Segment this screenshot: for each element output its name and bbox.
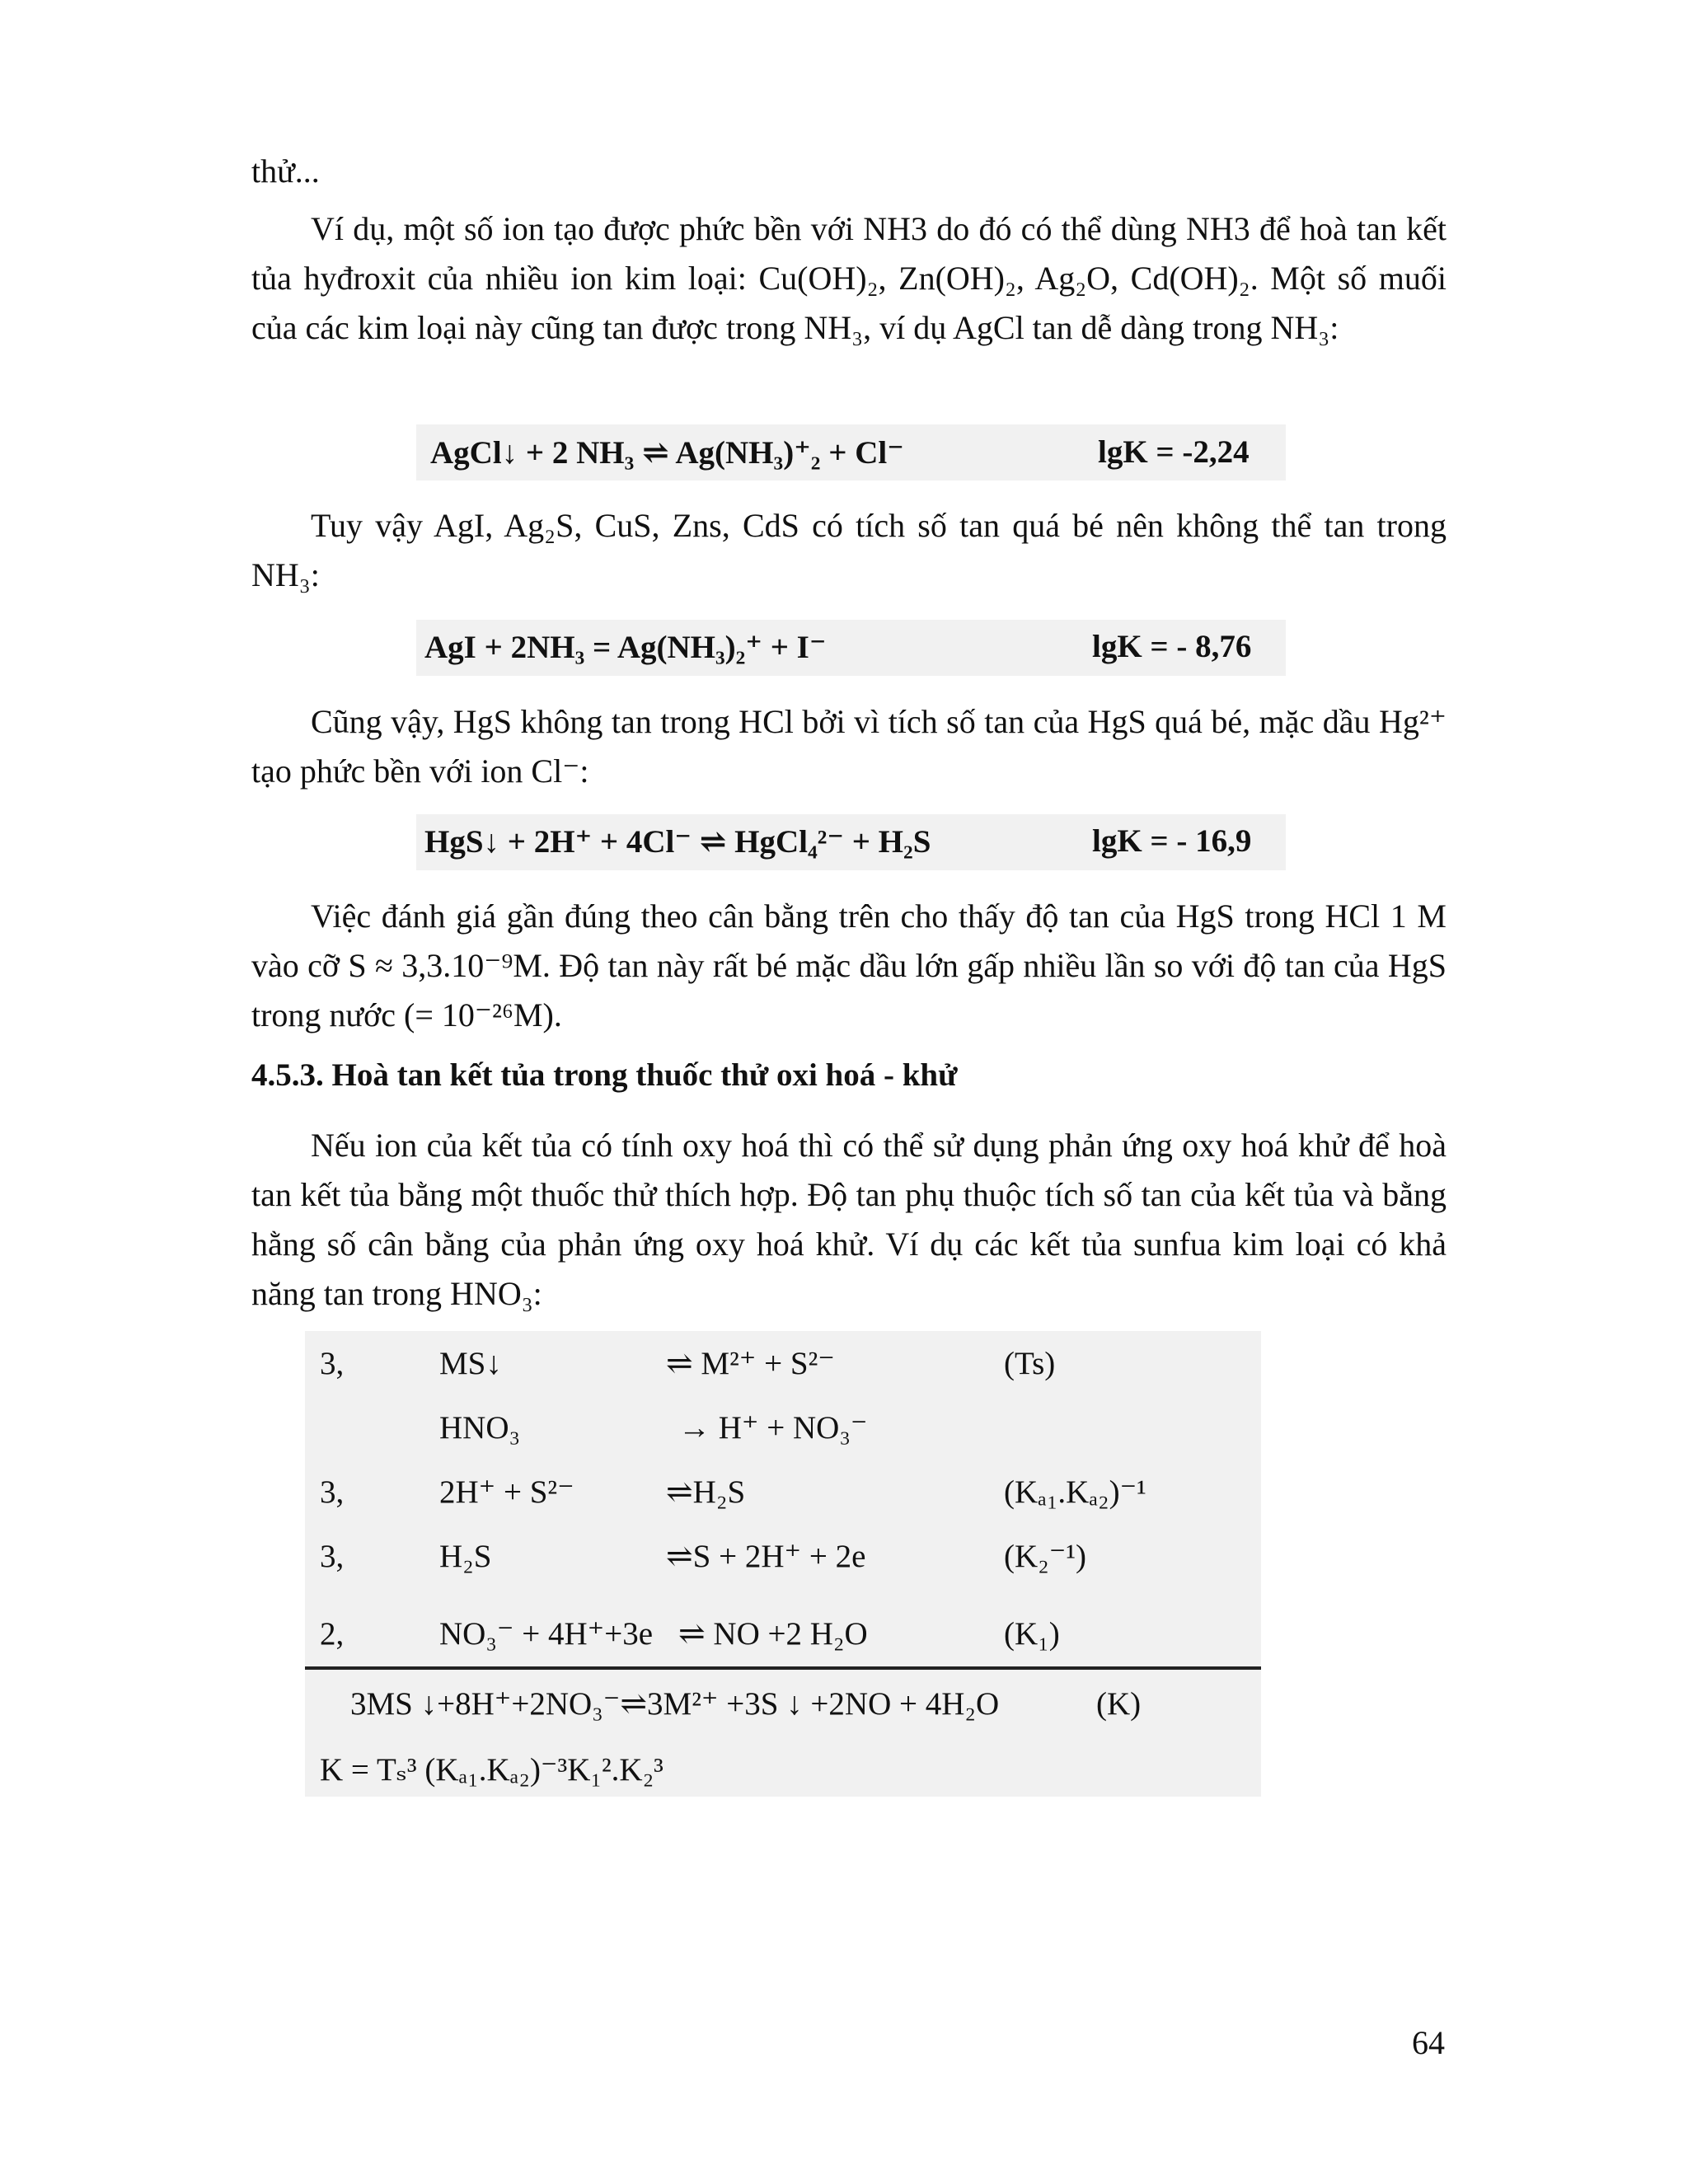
row3-left: 2H⁺ + S²⁻ [439,1474,574,1510]
row5-right: ⇌ NO +2 H₂O [678,1616,868,1652]
paragraph-hgs-hcl: Cũng vậy, HgS không tan trong HCl bởi vì tích số tan của HgS quá bé, mặc dầu Hg²⁺ tạo phức bền với ion Cl⁻: [251,703,1447,790]
row5-coefficient: 2, [320,1616,345,1652]
section-heading: 4.5.3. Hoà tan kết tủa trong thuốc thử oxi hoá - khử [251,1057,958,1093]
row1-constant: (Ts) [1004,1346,1056,1381]
row3-constant: (Kₐ₁.Kₐ₂)⁻¹ [1004,1474,1146,1510]
row1-coefficient: 3, [320,1346,345,1381]
equation-agcl-reaction: AgCl↓ + 2 NH₃ ⇌ Ag(NH₃)⁺₂ + Cl⁻ [430,435,904,471]
row5-left: NO₃⁻ + 4H⁺+3e [439,1616,654,1652]
paragraph-redox-dissolution: Nếu ion của kết tủa có tính oxy hoá thì có thể sử dụng phản ứng oxy hoá khử để hoà tan kết tủa bằng một thuốc thử thích hợp. Độ tan phụ thuộc tích số tan của kết tủa và bằng hằng số cân bằng của phản ứng oxy hoá khử. Ví dụ các kết tủa sunfua kim loại có khả năng tan trong HNO₃: [251,1127,1447,1312]
equation-agi-constant: lgK = - 8,76 [1092,629,1252,664]
paragraph-continuation: thử... [251,152,320,190]
sum-rule [305,1666,1261,1670]
row2-left: HNO₃ [439,1410,521,1446]
row4-right: ⇌S + 2H⁺ + 2e [666,1539,866,1574]
equation-hgs-reaction: HgS↓ + 2H⁺ + 4Cl⁻ ⇌ HgCl₄²⁻ + H₂S [424,824,931,860]
row4-left: H₂S [439,1539,492,1574]
row3-coefficient: 3, [320,1474,345,1510]
equation-hgs-constant: lgK = - 16,9 [1092,823,1252,859]
paragraph-hgs-solubility: Việc đánh giá gần đúng theo cân bằng trên cho thấy độ tan của HgS trong HCl 1 M vào cỡ S ≈ 3,3.10⁻⁹M. Độ tan này rất bé mặc dầu lớn gấp nhiều lần so với độ tan của HgS trong nước (= 10⁻²⁶M). [251,898,1447,1033]
row4-coefficient: 3, [320,1539,345,1574]
equation-agi-reaction: AgI + 2NH₃ = Ag(NH₃)₂⁺ + I⁻ [424,630,827,665]
row4-constant: (K₂⁻¹) [1004,1539,1087,1574]
total-reaction: 3MS ↓+8H⁺+2NO₃⁻⇌3M²⁺ +3S ↓ +2NO + 4H₂O [350,1686,1000,1722]
row1-left: MS↓ [439,1346,502,1381]
row3-right: ⇌H₂S [666,1474,746,1510]
row2-right: → H⁺ + NO₃⁻ [678,1410,868,1446]
paragraph-nh3-complexes: Ví dụ, một số ion tạo được phức bền với NH3 do đó có thể dùng NH3 để hoà tan kết tủa hyđroxit của nhiều ion kim loại: Cu(OH)₂, Zn(OH)₂, Ag₂O, Cd(OH)₂. Một số muối của các kim loại này cũng tan được trong NH₃, ví dụ AgCl tan dễ dàng trong NH₃: [251,210,1447,346]
row1-right: ⇌ M²⁺ + S²⁻ [666,1346,835,1381]
equation-agcl-constant: lgK = -2,24 [1098,434,1250,470]
total-constant: (K) [1096,1686,1142,1722]
k-formula: K = Tₛ³ (Kₐ₁.Kₐ₂)⁻³K₁².K₂³ [320,1752,663,1788]
paragraph-agi-insoluble: Tuy vậy AgI, Ag₂S, CuS, Zns, CdS có tích số tan quá bé nên không thể tan trong NH₃: [251,507,1447,593]
row5-constant: (K₁) [1004,1616,1060,1652]
page-number: 64 [1412,2024,1445,2061]
